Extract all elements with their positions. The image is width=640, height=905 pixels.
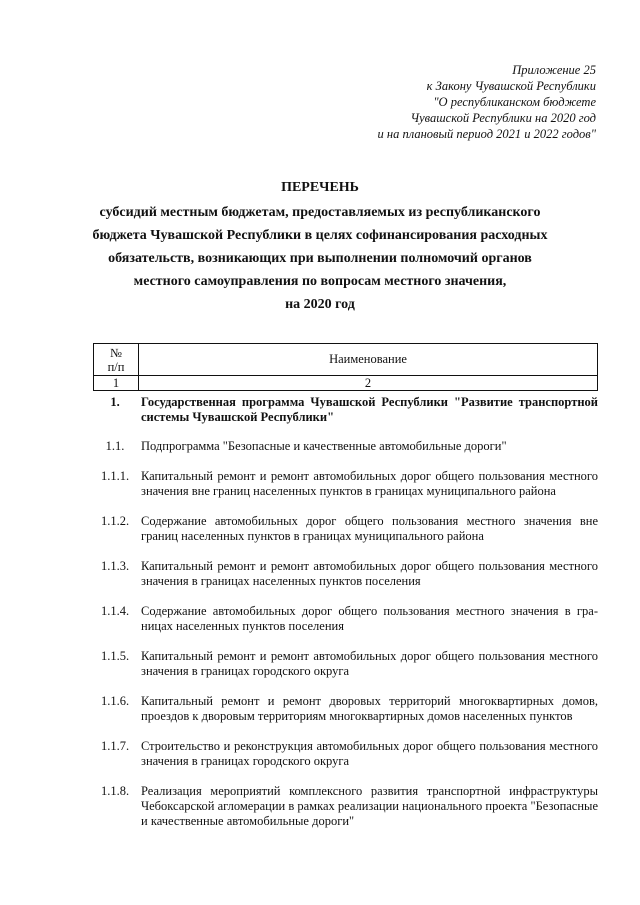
item-number: 1.1.1. — [100, 469, 130, 483]
item-number: 1.1.8. — [100, 784, 130, 798]
list-item — [93, 739, 598, 769]
item-text: Капитальный ремонт и ремонт автомобильных дорог общего пользования местного значения вне границ населенных пунктов в границах муниципального района — [141, 469, 598, 498]
item-text: Реализация мероприятий комплексного развития транспортной инфраструктуры Чебоксарской агломерации в рамках реализации национального проекта "Безопасные и качественные автомобильные дороги" — [141, 784, 598, 828]
appendix-line: Чувашской Республики на 2020 год — [410, 111, 596, 125]
list-item — [93, 469, 598, 499]
item-text: Содержание автомобильных дорог общего пользования местного значения в границах населенных пунктов поселения — [141, 604, 598, 633]
item-number: 1. — [110, 395, 120, 409]
appendix-line: Приложение 25 — [512, 63, 596, 77]
list-item — [93, 604, 598, 634]
title-line: субсидий местным бюджетам, предоставляемых из республиканского — [99, 205, 541, 220]
title-heading: ПЕРЕЧЕНЬ — [281, 180, 359, 195]
item-text: Капитальный ремонт и ремонт автомобильных дорог общего пользования местного значения в границах городского округа — [141, 649, 598, 678]
items-list — [93, 395, 598, 844]
col-num-index: 1 — [94, 376, 139, 391]
item-number: 1.1.7. — [100, 739, 130, 753]
col-num-header-line: № — [110, 345, 122, 360]
list-item — [93, 694, 598, 724]
item-number: 1.1.2. — [100, 514, 130, 528]
appendix-line: и на плановый период 2021 и 2022 годов" — [377, 127, 596, 141]
col-name-header: Наименование — [139, 344, 598, 376]
item-text: Содержание автомобильных дорог общего пользования местного значения вне границ населенных пунктов в границах муниципального района — [141, 514, 598, 543]
col-num-header — [94, 344, 139, 376]
appendix-note — [296, 62, 596, 142]
item-text: Подпрограмма "Безопасные и качественные автомобильные дороги" — [141, 439, 507, 453]
item-number: 1.1.4. — [100, 604, 130, 618]
item-text: Строительство и реконструкция автомобильных дорог общего пользования местного значения в границах городского округа — [141, 739, 598, 768]
item-text: Капитальный ремонт и ремонт дворовых территорий многоквартирных домов, проездов к дворовым территориям многоквартирных домов населенных пунктов — [141, 694, 598, 723]
appendix-line: "О республиканском бюджете — [433, 95, 596, 109]
item-number: 1.1.5. — [100, 649, 130, 663]
table-header-row — [94, 344, 598, 376]
item-number: 1.1.3. — [100, 559, 130, 573]
list-table-header — [93, 343, 598, 391]
title-line: обязательств, возникающих при выполнении полномочий органов — [108, 251, 532, 266]
item-number: 1.1.6. — [100, 694, 130, 708]
list-item — [93, 559, 598, 589]
list-item — [93, 439, 598, 454]
title-line: на 2020 год — [285, 297, 355, 312]
title-line: бюджета Чувашской Республики в целях софинансирования расходных — [92, 228, 548, 243]
col-name-index: 2 — [139, 376, 598, 391]
item-text: Государственная программа Чувашской Республики "Развитие транспортной системы Чувашской Республики" — [141, 395, 598, 424]
appendix-line: к Закону Чувашской Республики — [426, 79, 596, 93]
list-item — [93, 649, 598, 679]
document-title — [90, 176, 550, 316]
table-index-row — [94, 376, 598, 391]
item-number: 1.1. — [105, 439, 125, 453]
list-item — [93, 784, 598, 829]
title-line: местного самоуправления по вопросам местного значения, — [133, 274, 507, 289]
col-num-header-line: п/п — [107, 359, 125, 374]
item-text: Капитальный ремонт и ремонт автомобильных дорог общего пользования местного значения в границах населенных пунктов поселения — [141, 559, 598, 588]
list-item — [93, 514, 598, 544]
list-item — [93, 395, 598, 425]
